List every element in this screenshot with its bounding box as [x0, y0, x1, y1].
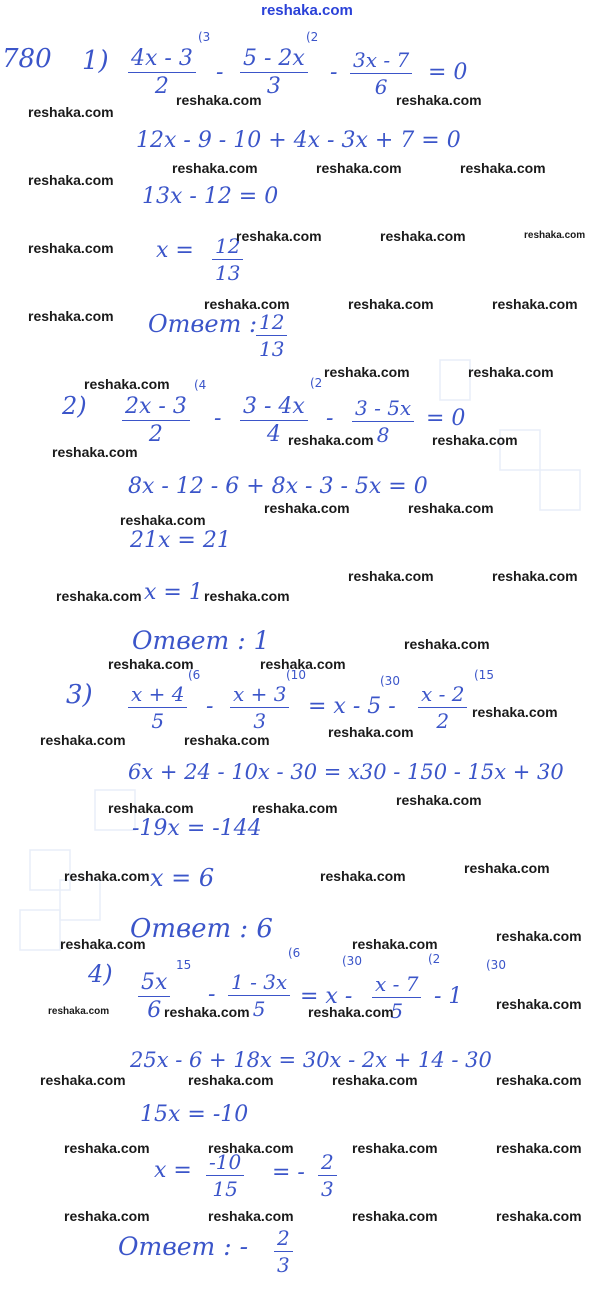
part4-x-denominator-2: 3	[321, 1177, 334, 1201]
part2-f2-numerator: 3 - 4x	[240, 394, 308, 421]
watermark: reshaka.com	[204, 588, 290, 604]
watermark: reshaka.com	[120, 512, 206, 528]
part4-op1: -	[208, 982, 216, 1007]
watermark: reshaka.com	[396, 92, 482, 108]
part2-fraction-1	[122, 394, 190, 447]
part4-x-label: x =	[154, 1158, 192, 1183]
watermark: reshaka.com	[264, 500, 350, 516]
watermark: reshaka.com	[328, 724, 414, 740]
part1-op2: -	[330, 60, 338, 85]
part3-fraction-1	[128, 682, 187, 733]
part1-f1-multiplier: (3	[198, 30, 211, 44]
part2-op1: -	[214, 406, 222, 431]
part4-mid-multiplier: (30	[342, 954, 362, 968]
part1-f3-denominator: 6	[374, 75, 388, 99]
watermark: reshaka.com	[460, 160, 546, 176]
part2-f2-multiplier: (2	[310, 376, 323, 390]
watermark: reshaka.com	[332, 1072, 418, 1088]
part3-answer: Ответ : 6	[130, 914, 273, 944]
part3-fraction-3	[418, 682, 467, 733]
part3-mid: = x - 5 -	[308, 694, 396, 719]
part4-x-denominator: 15	[212, 1177, 238, 1201]
watermark: reshaka.com	[316, 160, 402, 176]
part4-x-numerator: -10	[206, 1150, 244, 1176]
watermark: reshaka.com	[108, 656, 194, 672]
watermark: reshaka.com	[496, 1072, 582, 1088]
part4-f1-denominator: 6	[147, 998, 162, 1023]
watermark: reshaka.com	[320, 868, 406, 884]
part4-label: 4)	[88, 960, 113, 988]
part3-f3-multiplier: (15	[474, 668, 494, 682]
part3-f2-numerator: x + 3	[230, 682, 289, 708]
watermark: reshaka.com	[468, 364, 554, 380]
watermark: reshaka.com	[380, 228, 466, 244]
part2-f2-denominator: 4	[266, 422, 281, 447]
watermark: reshaka.com	[208, 1208, 294, 1224]
part4-f3-denominator: 5	[390, 999, 404, 1023]
part3-mid-multiplier: (30	[380, 674, 400, 688]
part1-answer-fraction	[256, 310, 287, 361]
watermark: reshaka.com	[28, 104, 114, 120]
watermark: reshaka.com	[492, 568, 578, 584]
watermark: reshaka.com	[324, 364, 410, 380]
part3-f1-denominator: 5	[151, 709, 165, 733]
part1-label: 1)	[82, 46, 109, 76]
watermark: reshaka.com	[236, 228, 322, 244]
watermark: reshaka.com	[396, 792, 482, 808]
part2-f1-numerator: 2x - 3	[122, 394, 190, 421]
part1-rhs: = 0	[428, 60, 468, 85]
part1-step1: 12x - 9 - 10 + 4x - 3x + 7 = 0	[136, 128, 461, 153]
part4-x-numerator-2: 2	[318, 1150, 337, 1176]
part2-f3-numerator: 3 - 5x	[352, 396, 414, 422]
part1-x-numerator: 12	[212, 234, 243, 260]
watermark: reshaka.com	[28, 172, 114, 188]
part3-f1-multiplier: (6	[188, 668, 201, 682]
watermark: reshaka.com	[48, 1006, 110, 1017]
part4-answer-numerator: 2	[274, 1226, 293, 1252]
watermark: reshaka.com	[348, 568, 434, 584]
part4-step2: 15x = -10	[140, 1102, 249, 1127]
part2-rhs: = 0	[426, 406, 466, 431]
part4-f2-numerator: 1 - 3x	[228, 970, 290, 996]
part2-step2: 21x = 21	[130, 528, 231, 553]
part3-fraction-2	[230, 682, 289, 733]
watermark: reshaka.com	[352, 1208, 438, 1224]
watermark: reshaka.com	[464, 860, 550, 876]
part2-step1: 8x - 12 - 6 + 8x - 3 - 5x = 0	[128, 474, 428, 499]
watermark: reshaka.com	[352, 1140, 438, 1156]
watermark: reshaka.com	[288, 432, 374, 448]
part4-tail: - 1	[434, 984, 463, 1009]
watermark: reshaka.com	[524, 230, 586, 241]
watermark: reshaka.com	[108, 800, 194, 816]
part4-f3-multiplier: (2	[428, 952, 441, 966]
part3-f3-numerator: x - 2	[418, 682, 467, 708]
watermark: reshaka.com	[52, 444, 138, 460]
watermark: reshaka.com	[64, 868, 150, 884]
part3-f2-denominator: 3	[253, 709, 267, 733]
part3-x-line: x = 6	[150, 864, 215, 892]
part2-answer: Ответ : 1	[132, 626, 270, 655]
watermark: reshaka.com	[408, 500, 494, 516]
watermark: reshaka.com	[496, 928, 582, 944]
part1-op1: -	[216, 60, 224, 85]
watermark: reshaka.com	[40, 1072, 126, 1088]
watermark: reshaka.com	[56, 588, 142, 604]
part3-f1-numerator: x + 4	[128, 682, 187, 708]
part2-op2: -	[326, 406, 334, 431]
part4-x-fraction	[206, 1150, 244, 1201]
part4-answer-denominator: 3	[277, 1253, 290, 1277]
watermark: reshaka.com	[496, 1140, 582, 1156]
watermark: reshaka.com	[308, 1004, 394, 1020]
part4-x-eq2: = -	[272, 1160, 305, 1185]
watermark: reshaka.com	[28, 308, 114, 324]
top-watermark: reshaka.com	[261, 2, 353, 19]
watermark: reshaka.com	[472, 704, 558, 720]
watermark: reshaka.com	[208, 1140, 294, 1156]
part3-label: 3)	[66, 680, 93, 710]
part1-answer-label: Ответ :	[148, 310, 258, 338]
watermark: reshaka.com	[496, 1208, 582, 1224]
part4-f1-numerator: 5x	[138, 970, 170, 997]
watermark: reshaka.com	[352, 936, 438, 952]
part3-f3-denominator: 2	[436, 709, 450, 733]
watermark: reshaka.com	[172, 160, 258, 176]
watermark: reshaka.com	[260, 656, 346, 672]
part1-x-label: x =	[156, 238, 194, 263]
part4-answer-fraction	[274, 1226, 293, 1277]
watermark: reshaka.com	[432, 432, 518, 448]
part4-tail-multiplier: (30	[486, 958, 506, 972]
part2-f3-denominator: 8	[376, 423, 390, 447]
watermark: reshaka.com	[252, 800, 338, 816]
watermark: reshaka.com	[496, 996, 582, 1012]
part3-op1: -	[206, 694, 214, 719]
watermark: reshaka.com	[404, 636, 490, 652]
watermark: reshaka.com	[176, 92, 262, 108]
watermark: reshaka.com	[64, 1140, 150, 1156]
part1-f1-denominator: 2	[154, 74, 169, 99]
problem-number: 780	[2, 44, 52, 74]
part1-f2-numerator: 5 - 2x	[240, 46, 308, 73]
part2-f1-denominator: 2	[148, 422, 163, 447]
part4-f2-denominator: 5	[252, 997, 266, 1021]
part4-f2-multiplier: (6	[288, 946, 301, 960]
part4-f3-numerator: x - 7	[372, 972, 421, 998]
part2-f1-multiplier: (4	[194, 378, 207, 392]
part1-answer-numerator: 12	[256, 310, 287, 336]
part4-answer-label: Ответ : -	[118, 1232, 249, 1261]
watermark: reshaka.com	[188, 1072, 274, 1088]
part4-mid: = x -	[300, 984, 353, 1009]
watermark: reshaka.com	[40, 732, 126, 748]
part2-x-line: x = 1	[144, 580, 203, 605]
watermark: reshaka.com	[60, 936, 146, 952]
watermark: reshaka.com	[184, 732, 270, 748]
watermark: reshaka.com	[28, 240, 114, 256]
part1-step2: 13x - 12 = 0	[142, 184, 279, 209]
part3-step1: 6x + 24 - 10x - 30 = x30 - 150 - 15x + 30	[128, 760, 564, 784]
watermark: reshaka.com	[492, 296, 578, 312]
part4-x-fraction-2	[318, 1150, 337, 1201]
part1-f2-denominator: 3	[266, 74, 281, 99]
part4-step1: 25x - 6 + 18x = 30x - 2x + 14 - 30	[130, 1048, 492, 1072]
part1-f1-numerator: 4x - 3	[128, 46, 196, 73]
watermark: reshaka.com	[204, 296, 290, 312]
part1-f3-numerator: 3x - 7	[350, 48, 412, 74]
part4-f1-multiplier: 15	[176, 958, 192, 972]
part1-x-denominator: 13	[215, 261, 241, 285]
part3-f2-multiplier: (10	[286, 668, 306, 682]
part1-answer-denominator: 13	[259, 337, 285, 361]
part2-label: 2)	[62, 392, 87, 420]
part1-f2-multiplier: (2	[306, 30, 319, 44]
watermark: reshaka.com	[64, 1208, 150, 1224]
part3-step2: -19x = -144	[132, 816, 262, 841]
watermark: reshaka.com	[348, 296, 434, 312]
watermark: reshaka.com	[84, 376, 170, 392]
watermark: reshaka.com	[164, 1004, 250, 1020]
